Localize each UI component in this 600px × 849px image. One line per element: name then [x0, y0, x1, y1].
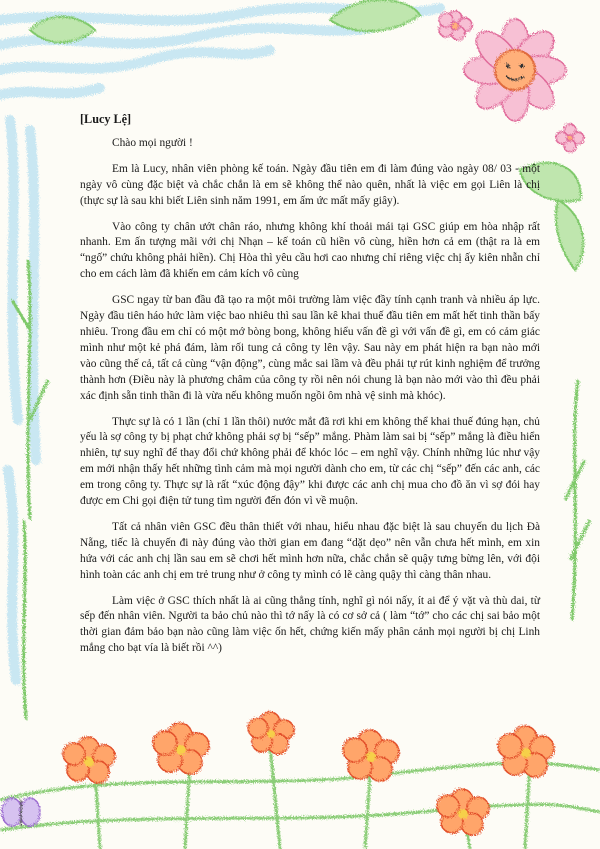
paragraph: Thực sự là có 1 lần (chỉ 1 lần thôi) nước mắt đã rơi khi em không thể khai thuế đúng hạn, chủ yếu là sợ công ty bị phạt chứ không phải sợ bị “sếp” mắng. Phàm làm sai bị “sếp” mắng là điều hiển nhiên, tự suy nghĩ để thay đổi chứ không phải để khóc lóc – em nghĩ vậy. Chính những lúc như vậy em mới nhận thấy hết những tình cảm mà mọi người dành cho em, từ các chị “sếp” đến các anh, các em trong công ty. Thực sự là rất “xúc động đậy” khi được các anh chị mua cho đồ ăn vì sợ đói hay được em Chi gọi điện tử tung tìm người đến đón vì về muộn.	[80, 415, 540, 508]
letter-body	[80, 112, 540, 667]
flower-icon	[248, 712, 294, 754]
smiling-sun-flower-icon	[464, 19, 566, 121]
flower-icon	[63, 737, 115, 783]
paragraph: Làm việc ở GSC thích nhất là ai cũng thẳng tính, nghĩ gì nói nấy, ít ai để ý vặt và thù dai, từ sếp đến nhân viên. Người ta bảo chủ nào thì tớ nấy là có cơ sở cả ( làm “tớ” cho các chị sai bảo một thời gian đảm bảo bạn nào cũng làm việc ốn hết, chứng kiến mấy phân cảnh mọi người bị chị Linh mắng cho bạt vía là biết rồi ^^)	[80, 594, 540, 655]
paragraph: GSC ngay từ ban đầu đã tạo ra một môi trường làm việc đầy tính cạnh tranh và nhiều áp lực. Ngày đầu tiên háo hức làm việc bao nhiêu thì sau lần kê khai thuế đầu tiên em mất hết tinh thần bấy nhiêu. Trong đầu em chỉ có một mớ bòng bong, không hiểu vấn đề gì với vấn đề gì, em có cảm giác mình như một kẻ phá đám, làm rối tung cả công ty lên vậy. Sau này em phát hiện ra bạn nào mới vào cũng thế cả, tất cả cùng “vận động”, cùng mắc sai lầm và đều phải tự rút kinh nghiệm để trưởng thành hơn (Điều này là phương châm của công ty rồi nên nói chung là bạn nào mới vào thì đều phải xác định sẵn tinh thần đi là vừa nếu không muốn ngồi ôm nhà vệ sinh mà khóc).	[80, 294, 540, 402]
flower-icon	[439, 11, 472, 40]
flower-icon	[153, 723, 209, 774]
greeting: Chào mọi người !	[112, 136, 193, 149]
flower-icon	[343, 730, 399, 781]
paragraph: Vào công ty chân ướt chân ráo, nhưng không khí thoải mái tại GSC giúp em hòa nhập rất nhanh. Em ấn tượng mãi với chị Nhạn – kế toán cũ hiền vô cùng, hiền hơn cả em (thật ra là em “ngố” chứu không phải hiền). Chị Hòa thì yêu cầu hơi cao nhưng chỉ riêng việc chị ấy kiên nhẫn chỉ cho em cách làm đã khiến em cảm kích vô cùng	[80, 220, 540, 281]
flower-icon	[498, 726, 554, 777]
flower-icon	[437, 789, 489, 835]
paragraph: Tất cả nhân viên GSC đều thân thiết với nhau, hiểu nhau đặc biệt là sau chuyến du lịch Đà Nẵng, tiếc là chuyến đi này đúng vào thời gian em đang “dặt dẹo” nên vẫn chưa hết mình, em xin hứa với các anh chị lần sau em sẽ chơi hết mình hơn nữa, chắc chắn sẽ quậy tưng bừng lên, với đội hình toàn các anh chị em trẻ trung như ở công ty mình có lẽ càng quậy thì càng thân nhau.	[80, 520, 540, 581]
butterfly-icon	[2, 798, 40, 826]
flower-icon	[556, 124, 584, 152]
paragraph: Em là Lucy, nhân viên phòng kế toán. Ngày đầu tiên em đi làm đúng vào ngày 08/ 03 - một ngày vô cùng đặc biệt và chắc chắn là em sẽ không thể nào quên, nhất là việc em gọi Liên là chị (thực sự là sau khi biết Liên sinh năm 1991, em ấm ức mất mấy giây).	[80, 162, 540, 207]
author-name: [Lucy Lệ]	[80, 112, 132, 126]
